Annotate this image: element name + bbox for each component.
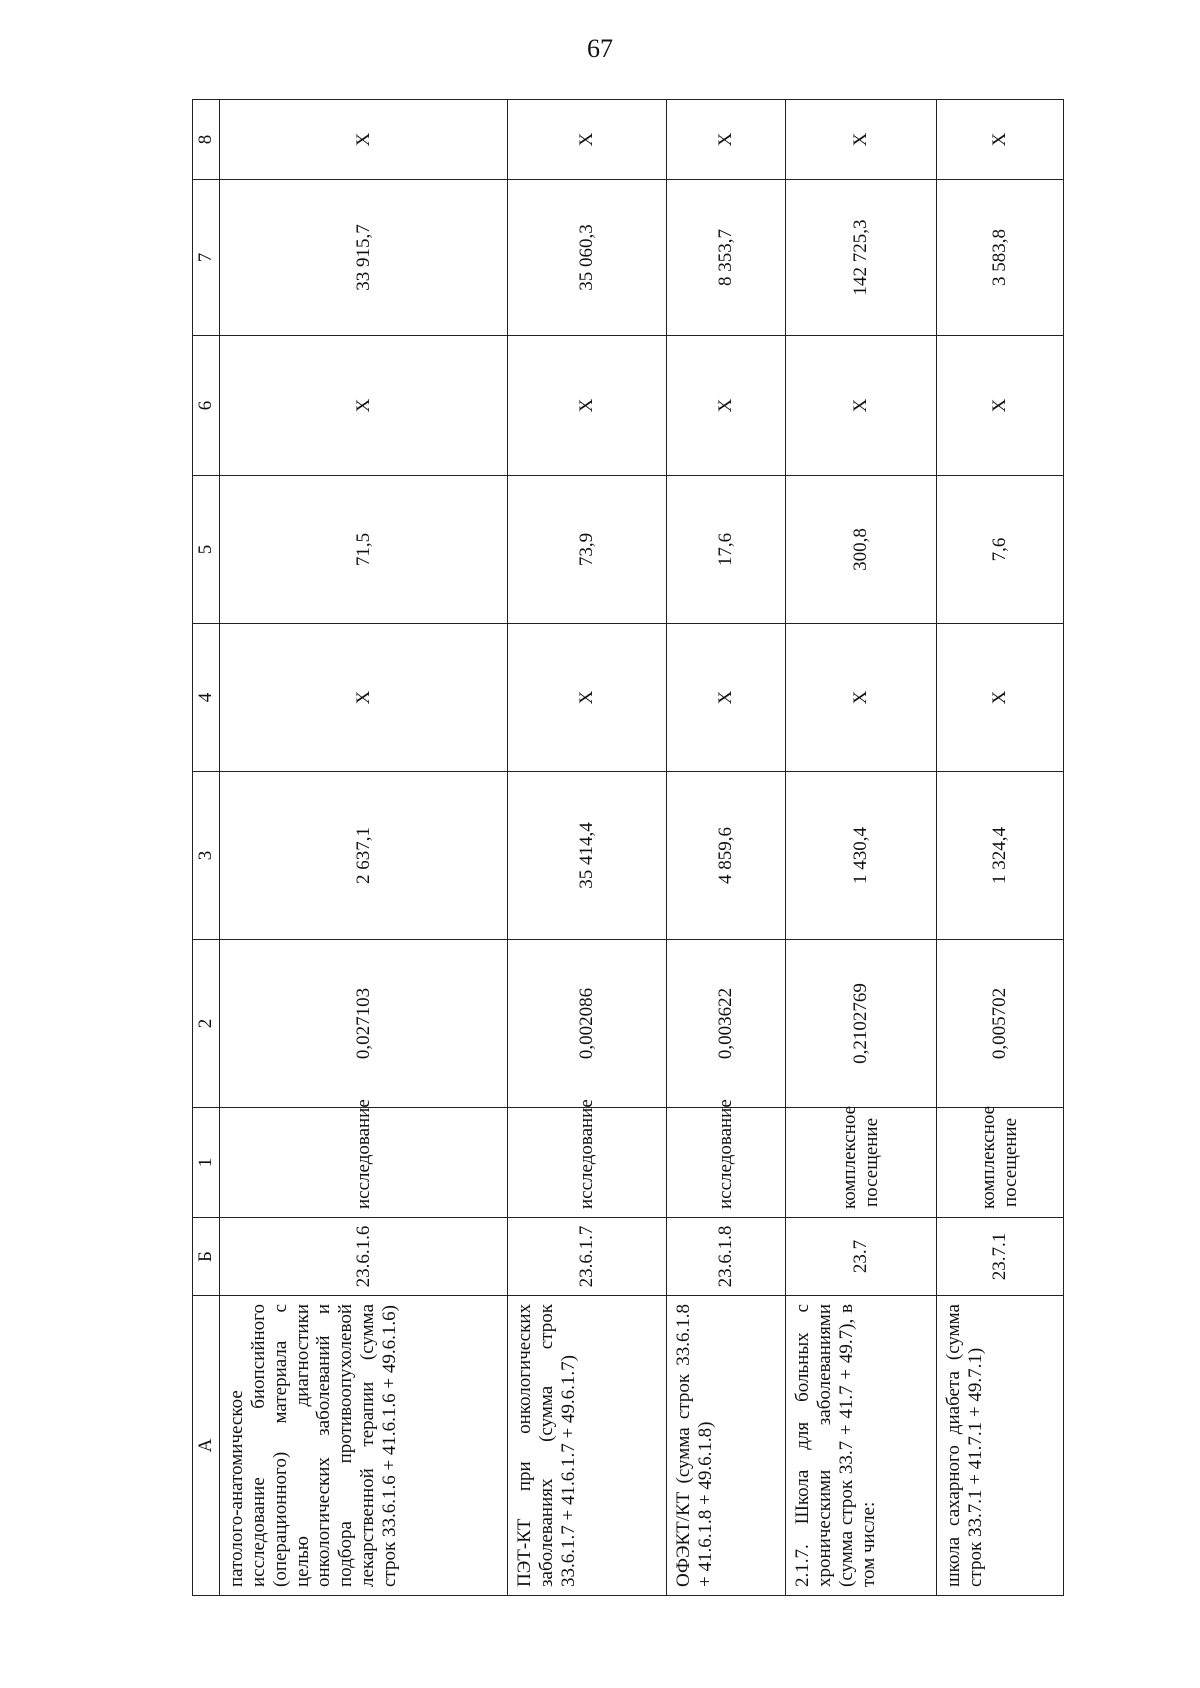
- cell-col-5: 73,9: [508, 476, 667, 624]
- cell-col-6: X: [508, 336, 667, 476]
- cell-col-4: X: [936, 624, 1063, 772]
- header-cell-3: 3: [193, 772, 220, 940]
- cell-col-2: 0,005702: [936, 940, 1063, 1108]
- cell-col-3: 2 637,1: [220, 772, 508, 940]
- cell-col-8: X: [508, 100, 667, 180]
- cell-col-5: 7,6: [936, 476, 1063, 624]
- row-name: патолого-анатомическое исследование биопсийного (операционного) материала с целью диагностики онкологических заболеваний и подбора противоопухолевой лекарственной терапии (сумма строк 33.6.1.6 + 41.6.1.6 + 49.6.1.6): [220, 1296, 508, 1596]
- cell-col-8: X: [936, 100, 1063, 180]
- cell-col-6: X: [786, 336, 937, 476]
- header-cell-7: 7: [193, 180, 220, 336]
- cell-col-8: X: [667, 100, 786, 180]
- row-unit: комплексное посещение: [786, 1108, 937, 1218]
- table-row: [220, 100, 508, 1596]
- row-code: 23.6.1.7: [508, 1218, 667, 1296]
- row-name: школа сахарного диабета (сумма строк 33.7.1 + 41.7.1 + 49.7.1): [936, 1296, 1063, 1596]
- page-number: 67: [587, 34, 613, 63]
- cell-col-3: 4 859,6: [667, 772, 786, 940]
- cell-col-7: 142 725,3: [786, 180, 937, 336]
- cell-col-5: 71,5: [220, 476, 508, 624]
- table-row: [786, 100, 937, 1596]
- cell-col-4: X: [667, 624, 786, 772]
- row-unit: комплексное посещение: [936, 1108, 1063, 1218]
- header-cell-5: 5: [193, 476, 220, 624]
- row-unit: исследование: [220, 1108, 508, 1218]
- cell-col-2: 0,003622: [667, 940, 786, 1108]
- header-cell-a: А: [193, 1296, 220, 1596]
- cell-col-5: 300,8: [786, 476, 937, 624]
- cell-col-2: 0,002086: [508, 940, 667, 1108]
- cell-col-8: X: [220, 100, 508, 180]
- row-code: 23.6.1.8: [667, 1218, 786, 1296]
- table-row: [508, 100, 667, 1596]
- cell-col-2: 0,027103: [220, 940, 508, 1108]
- cell-col-4: X: [508, 624, 667, 772]
- cell-col-8: X: [786, 100, 937, 180]
- row-code: 23.7.1: [936, 1218, 1063, 1296]
- cell-col-3: 1 324,4: [936, 772, 1063, 940]
- header-cell-2: 2: [193, 940, 220, 1108]
- cell-col-7: 3 583,8: [936, 180, 1063, 336]
- table-header-row: [193, 100, 220, 1596]
- row-code: 23.6.1.6: [220, 1218, 508, 1296]
- table-row: [667, 100, 786, 1596]
- cell-col-7: 33 915,7: [220, 180, 508, 336]
- row-name: ОФЭКТ/КТ (сумма строк 33.6.1.8 + 41.6.1.8 + 49.6.1.8): [667, 1296, 786, 1596]
- data-table: [192, 99, 1064, 1596]
- cell-col-3: 1 430,4: [786, 772, 937, 940]
- cell-col-6: X: [667, 336, 786, 476]
- cell-col-7: 35 060,3: [508, 180, 667, 336]
- row-name: ПЭТ-КТ при онкологических заболеваниях (сумма строк 33.6.1.7 + 41.6.1.7 + 49.6.1.7): [508, 1296, 667, 1596]
- cell-col-5: 17,6: [667, 476, 786, 624]
- cell-col-7: 8 353,7: [667, 180, 786, 336]
- cell-col-4: X: [220, 624, 508, 772]
- cell-col-2: 0,2102769: [786, 940, 937, 1108]
- row-unit: исследование: [508, 1108, 667, 1218]
- header-cell-6: 6: [193, 336, 220, 476]
- row-code: 23.7: [786, 1218, 937, 1296]
- header-cell-4: 4: [193, 624, 220, 772]
- cell-col-4: X: [786, 624, 937, 772]
- table-row: [936, 100, 1063, 1596]
- row-unit: исследование: [667, 1108, 786, 1218]
- row-name: 2.1.7. Школа для больных с хроническими заболеваниями (сумма строк 33.7 + 41.7 + 49.7), в том числе:: [786, 1296, 937, 1596]
- header-cell-8: 8: [193, 100, 220, 180]
- cell-col-6: X: [220, 336, 508, 476]
- cell-col-3: 35 414,4: [508, 772, 667, 940]
- header-cell-b: Б: [193, 1218, 220, 1296]
- header-cell-1: 1: [193, 1108, 220, 1218]
- rotated-table-container: [192, 100, 1064, 1596]
- cell-col-6: X: [936, 336, 1063, 476]
